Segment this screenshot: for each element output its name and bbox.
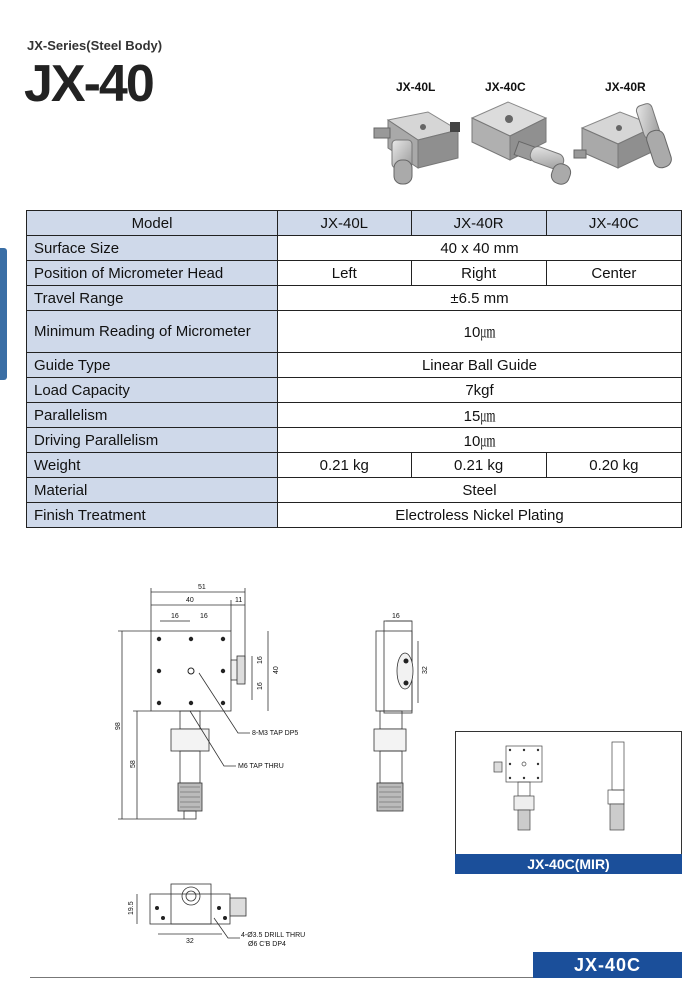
spec-label: Parallelism [27, 403, 278, 428]
spec-row [27, 236, 682, 261]
dim-side16: 16 [392, 613, 400, 620]
spec-row [27, 428, 682, 453]
mirror-drawing [456, 732, 681, 854]
spec-header-row [27, 211, 682, 236]
dim-bot19-5: 19.5 [128, 901, 135, 915]
spec-row [27, 403, 682, 428]
spec-label: Weight [27, 453, 278, 478]
footer-badge: JX-40C [533, 952, 682, 978]
mirror-label: JX-40C(MIR) [455, 854, 682, 874]
spec-row [27, 453, 682, 478]
spec-table [26, 210, 682, 528]
side-tab [0, 248, 7, 380]
spec-value: 10㎛ [278, 428, 682, 453]
spec-value: 7kgf [278, 378, 682, 403]
spec-row [27, 261, 682, 286]
dim-16b: 16 [200, 613, 208, 620]
spec-header-col: JX-40R [411, 211, 546, 236]
note-drill2: Ø6 C'B DP4 [248, 941, 286, 948]
note-drill1: 4-Ø3.5 DRILL THRU [241, 932, 306, 939]
spec-value: Linear Ball Guide [278, 353, 682, 378]
page-title: JX-40 [24, 55, 153, 113]
note-tap2: M6 TAP THRU [238, 763, 284, 770]
spec-label: Minimum Reading of Micrometer [27, 311, 278, 353]
product-photos [0, 0, 692, 200]
product-photo-l [374, 112, 460, 184]
dim-h16a: 16 [257, 656, 264, 664]
dim-bot32: 32 [186, 938, 194, 945]
spec-label: Surface Size [27, 236, 278, 261]
dim-h16b: 16 [257, 682, 264, 690]
spec-label: Load Capacity [27, 378, 278, 403]
variant-label-l: JX-40L [396, 80, 436, 94]
spec-value: Center [546, 261, 681, 286]
spec-value: 0.21 kg [411, 453, 546, 478]
front-plate [151, 631, 231, 711]
spec-value: Electroless Nickel Plating [278, 503, 682, 528]
spec-value: 15㎛ [278, 403, 682, 428]
spec-value: 40 x 40 mm [278, 236, 682, 261]
spec-value: Right [411, 261, 546, 286]
spec-row [27, 503, 682, 528]
footer-divider [30, 977, 560, 978]
spec-row [27, 353, 682, 378]
spec-row [27, 286, 682, 311]
product-photo-c [472, 102, 573, 186]
series-title: JX-Series(Steel Body) [27, 38, 163, 53]
spec-label: Travel Range [27, 286, 278, 311]
dim-40: 40 [186, 597, 194, 604]
variant-label-c: JX-40C [485, 80, 526, 94]
dim-side32: 32 [422, 666, 429, 674]
spec-header-col: JX-40C [546, 211, 681, 236]
dim-11: 11 [235, 597, 243, 604]
dim-51: 51 [198, 584, 206, 591]
product-photo-r [574, 102, 673, 169]
spec-header-col: JX-40L [278, 211, 412, 236]
spec-row [27, 311, 682, 353]
spec-label: Guide Type [27, 353, 278, 378]
spec-value: 10㎛ [278, 311, 682, 353]
spec-header-model: Model [27, 211, 278, 236]
mount-holes [155, 637, 409, 920]
note-tap1: 8-M3 TAP DP5 [252, 730, 299, 737]
spec-value: 0.21 kg [278, 453, 412, 478]
dim-16a: 16 [171, 613, 179, 620]
variant-label-r: JX-40R [605, 80, 646, 94]
spec-row [27, 478, 682, 503]
dim-98: 98 [115, 722, 122, 730]
spec-label: Material [27, 478, 278, 503]
spec-value: Left [278, 261, 412, 286]
spec-value: ±6.5 mm [278, 286, 682, 311]
mirror-inset [455, 731, 682, 874]
spec-value: Steel [278, 478, 682, 503]
dim-58: 58 [130, 760, 137, 768]
spec-row [27, 378, 682, 403]
spec-value: 0.20 kg [546, 453, 681, 478]
spec-label: Finish Treatment [27, 503, 278, 528]
spec-label: Position of Micrometer Head [27, 261, 278, 286]
dim-h40: 40 [273, 666, 280, 674]
spec-label: Driving Parallelism [27, 428, 278, 453]
